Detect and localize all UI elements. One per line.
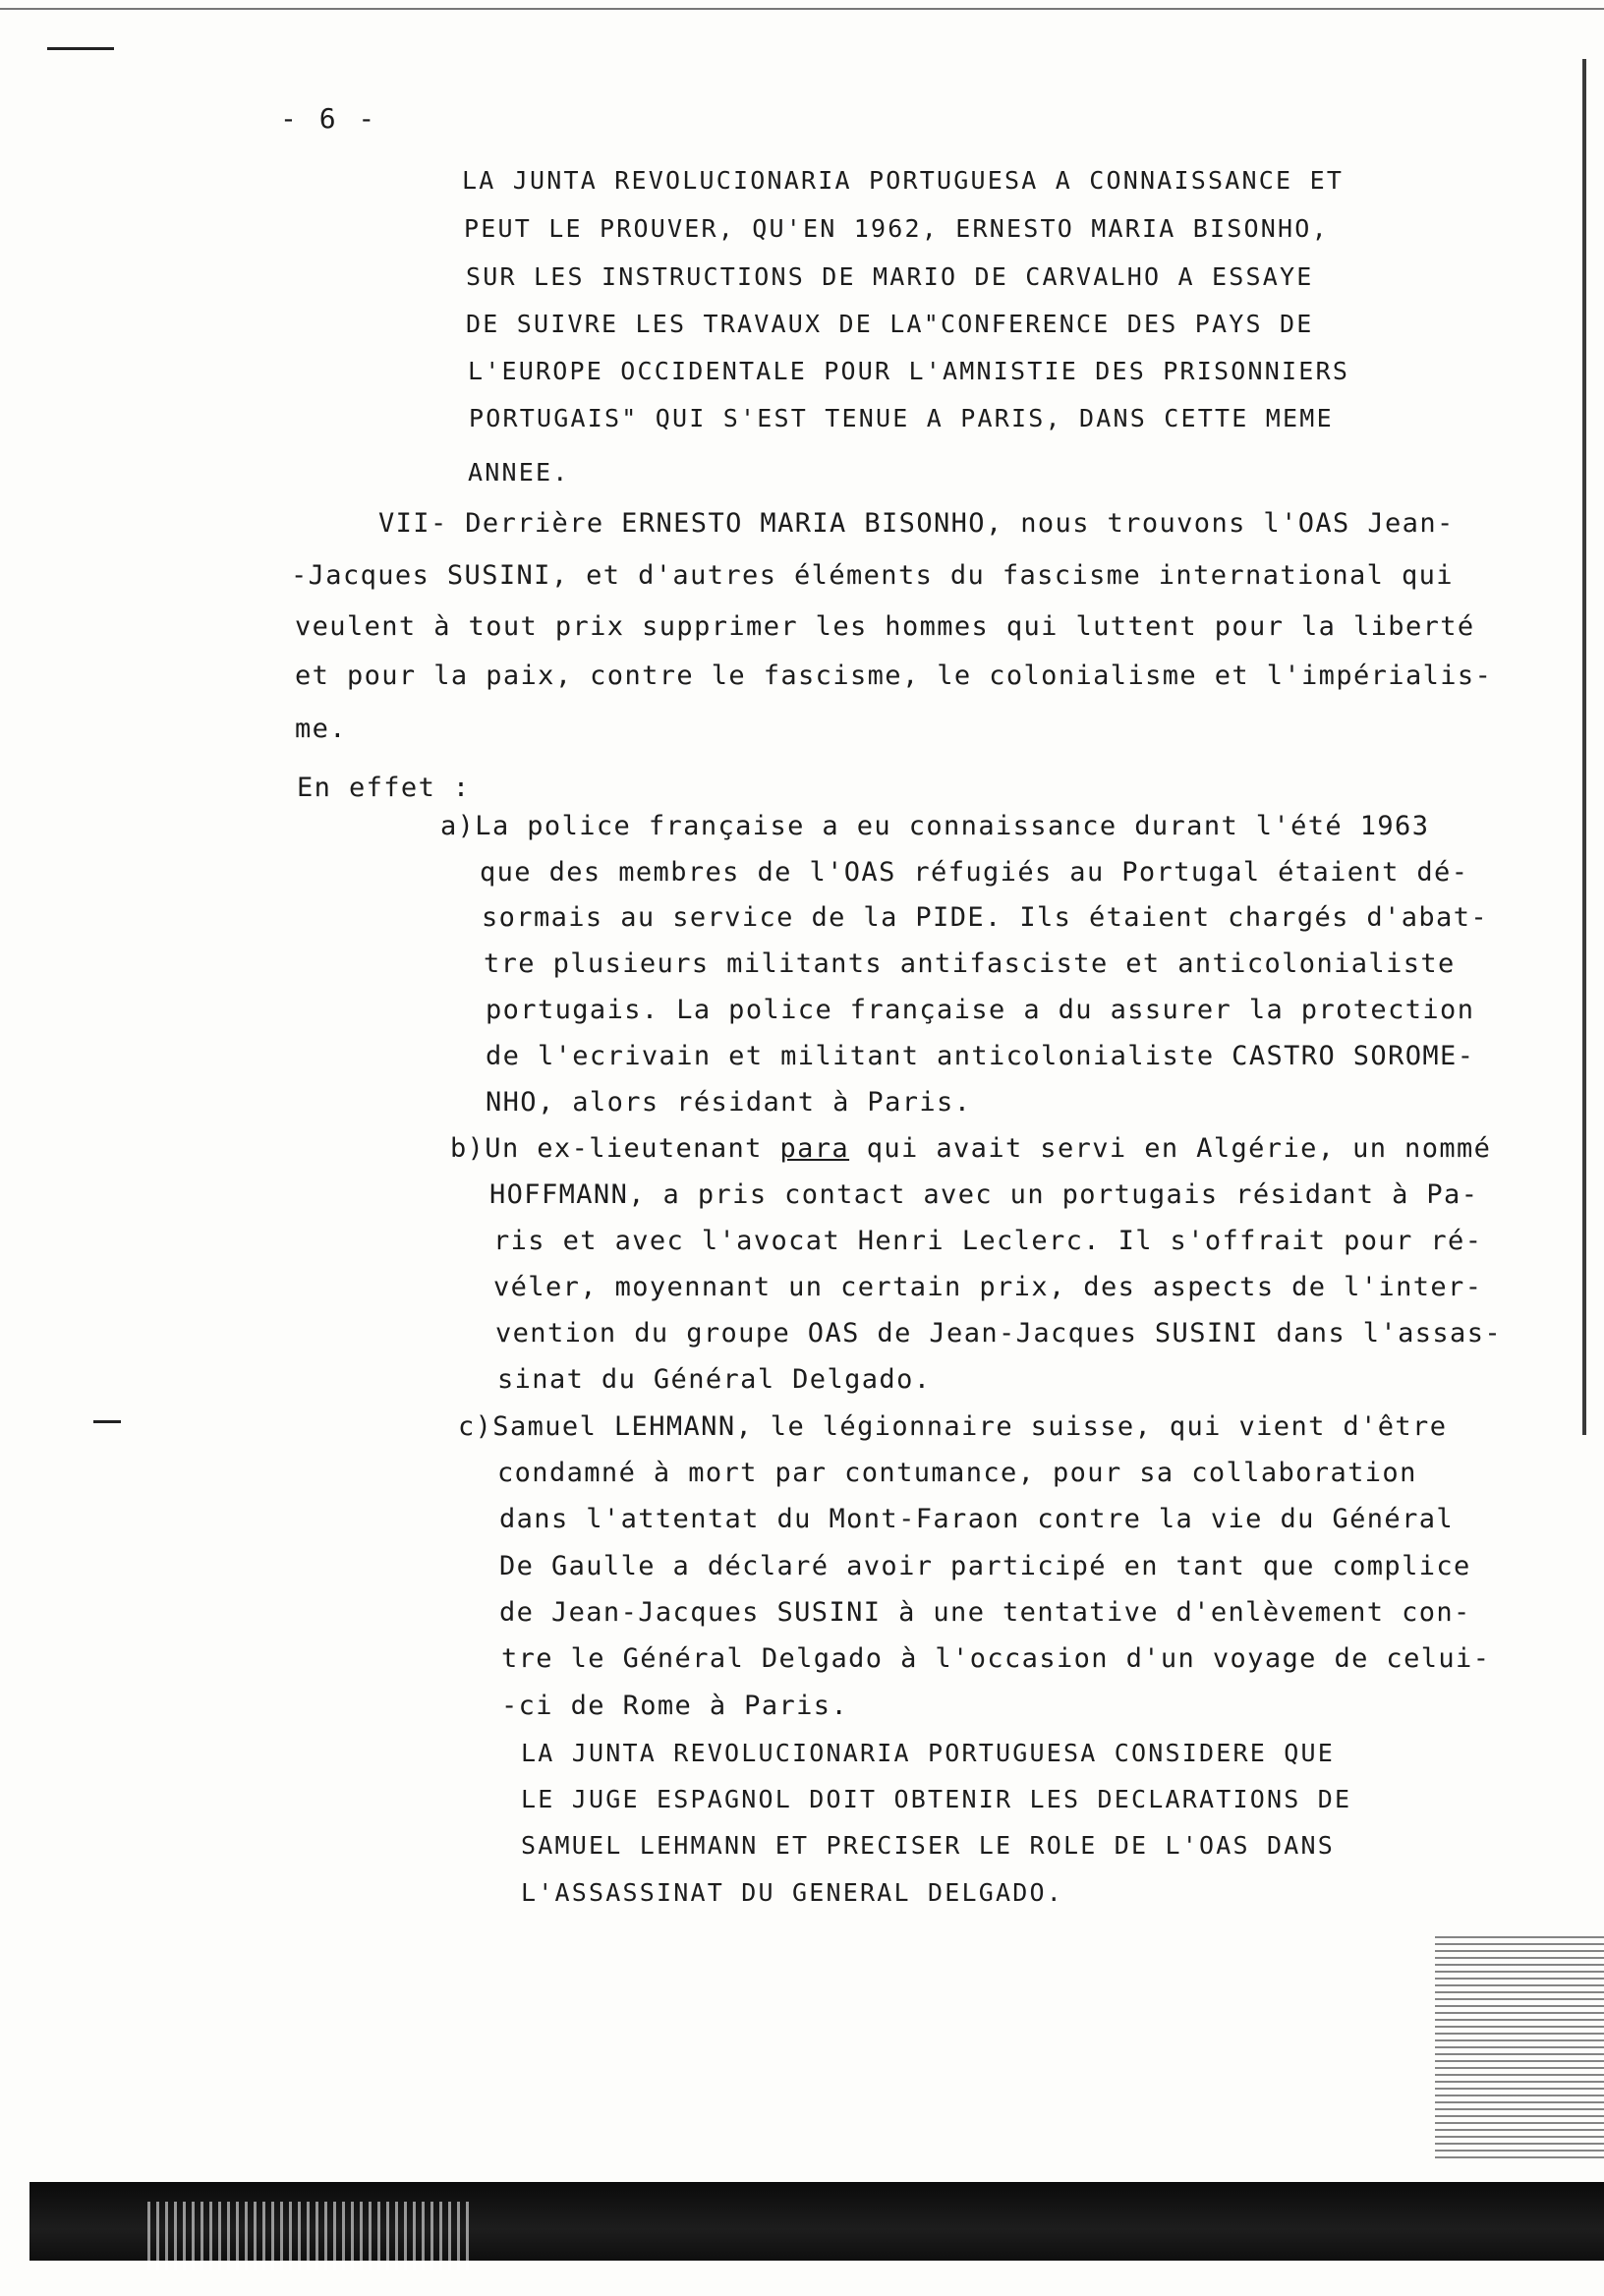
final-block-line: LA JUNTA REVOLUCIONARIA PORTUGUESA CONSIDERE QUE xyxy=(521,1739,1336,1767)
item-b-line: HOFFMANN, a pris contact avec un portugais résidant à Pa- xyxy=(489,1179,1479,1210)
item-b-line: véler, moyennant un certain prix, des aspects de l'inter- xyxy=(493,1272,1483,1302)
margin-mark-mid xyxy=(93,1420,121,1423)
block1-line: L'EUROPE OCCIDENTALE POUR L'AMNISTIE DES PRISONNIERS xyxy=(468,357,1350,385)
final-block-line: SAMUEL LEHMANN ET PRECISER LE ROLE DE L'OAS DANS xyxy=(521,1831,1336,1860)
item-b-underlined-word: para xyxy=(779,1133,850,1164)
item-b-line: sinat du Général Delgado. xyxy=(497,1364,932,1395)
block1-line: LA JUNTA REVOLUCIONARIA PORTUGUESA A CONNAISSANCE ET xyxy=(462,166,1345,195)
section7-line: -Jacques SUSINI, et d'autres éléments du fascisme international qui xyxy=(291,560,1454,591)
block1-line: PEUT LE PROUVER, QU'EN 1962, ERNESTO MARIA BISONHO, xyxy=(464,214,1329,243)
final-block-line: LE JUGE ESPAGNOL DOIT OBTENIR LES DECLARATIONS DE xyxy=(521,1785,1352,1813)
section7-line: et pour la paix, contre le fascisme, le colonialisme et l'impérialis- xyxy=(295,660,1493,691)
item-c-line: De Gaulle a déclaré avoir participé en tant que complice xyxy=(499,1551,1471,1581)
en-effet-heading: En effet : xyxy=(297,773,471,803)
block1-line: DE SUIVRE LES TRAVAUX DE LA"CONFERENCE DES PAYS DE xyxy=(466,310,1314,338)
margin-mark-top xyxy=(47,47,114,50)
item-a-line: a)La police française a eu connaissance durant l'été 1963 xyxy=(440,811,1430,841)
item-a-line: que des membres de l'OAS réfugiés au Portugal étaient dé- xyxy=(480,857,1469,888)
item-c-line: condamné à mort par contumance, pour sa collaboration xyxy=(497,1458,1417,1488)
item-b-first-line xyxy=(450,1133,1491,1165)
section7-line: veulent à tout prix supprimer les hommes qui luttent pour la liberté xyxy=(295,611,1475,642)
item-a-line: de l'ecrivain et militant anticolonialiste CASTRO SOROME- xyxy=(486,1041,1475,1071)
item-b-line: vention du groupe OAS de Jean-Jacques SUSINI dans l'assas- xyxy=(495,1318,1503,1349)
scan-corner-smudge xyxy=(1435,1936,1604,2162)
item-c-line: tre le Général Delgado à l'occasion d'un voyage de celui- xyxy=(501,1643,1491,1674)
section7-line: VII- Derrière ERNESTO MARIA BISONHO, nous trouvons l'OAS Jean- xyxy=(378,508,1455,539)
page-number: - 6 - xyxy=(280,102,378,135)
item-a-line: NHO, alors résidant à Paris. xyxy=(486,1087,972,1118)
item-c-line: de Jean-Jacques SUSINI à une tentative d'enlèvement con- xyxy=(499,1597,1471,1628)
block1-line: PORTUGAIS" QUI S'EST TENUE A PARIS, DANS CETTE MEME xyxy=(469,404,1334,432)
item-a-line: sormais au service de la PIDE. Ils étaient chargés d'abat- xyxy=(482,902,1489,933)
final-block-line: L'ASSASSINAT DU GENERAL DELGADO. xyxy=(521,1878,1064,1907)
block1-line: SUR LES INSTRUCTIONS DE MARIO DE CARVALHO A ESSAYE xyxy=(466,262,1314,291)
item-c-line: -ci de Rome à Paris. xyxy=(501,1691,849,1721)
item-b-first-post: qui avait servi en Algérie, un nommé xyxy=(849,1133,1492,1164)
scan-right-edge xyxy=(1582,59,1586,1435)
section7-line: me. xyxy=(295,714,347,744)
block1-line: ANNEE. xyxy=(468,458,570,487)
item-c-line: c)Samuel LEHMANN, le légionnaire suisse, qui vient d'être xyxy=(458,1411,1448,1442)
scan-top-edge xyxy=(0,8,1604,10)
scan-bottom-grain xyxy=(147,2202,472,2270)
item-b-first-pre: b)Un ex-lieutenant xyxy=(450,1133,780,1164)
item-a-line: tre plusieurs militants antifasciste et anticolonialiste xyxy=(484,948,1456,979)
item-b-line: ris et avec l'avocat Henri Leclerc. Il s'offrait pour ré- xyxy=(493,1226,1483,1256)
item-c-line: dans l'attentat du Mont-Faraon contre la vie du Général xyxy=(499,1504,1455,1534)
item-a-line: portugais. La police française a du assurer la protection xyxy=(486,995,1475,1025)
